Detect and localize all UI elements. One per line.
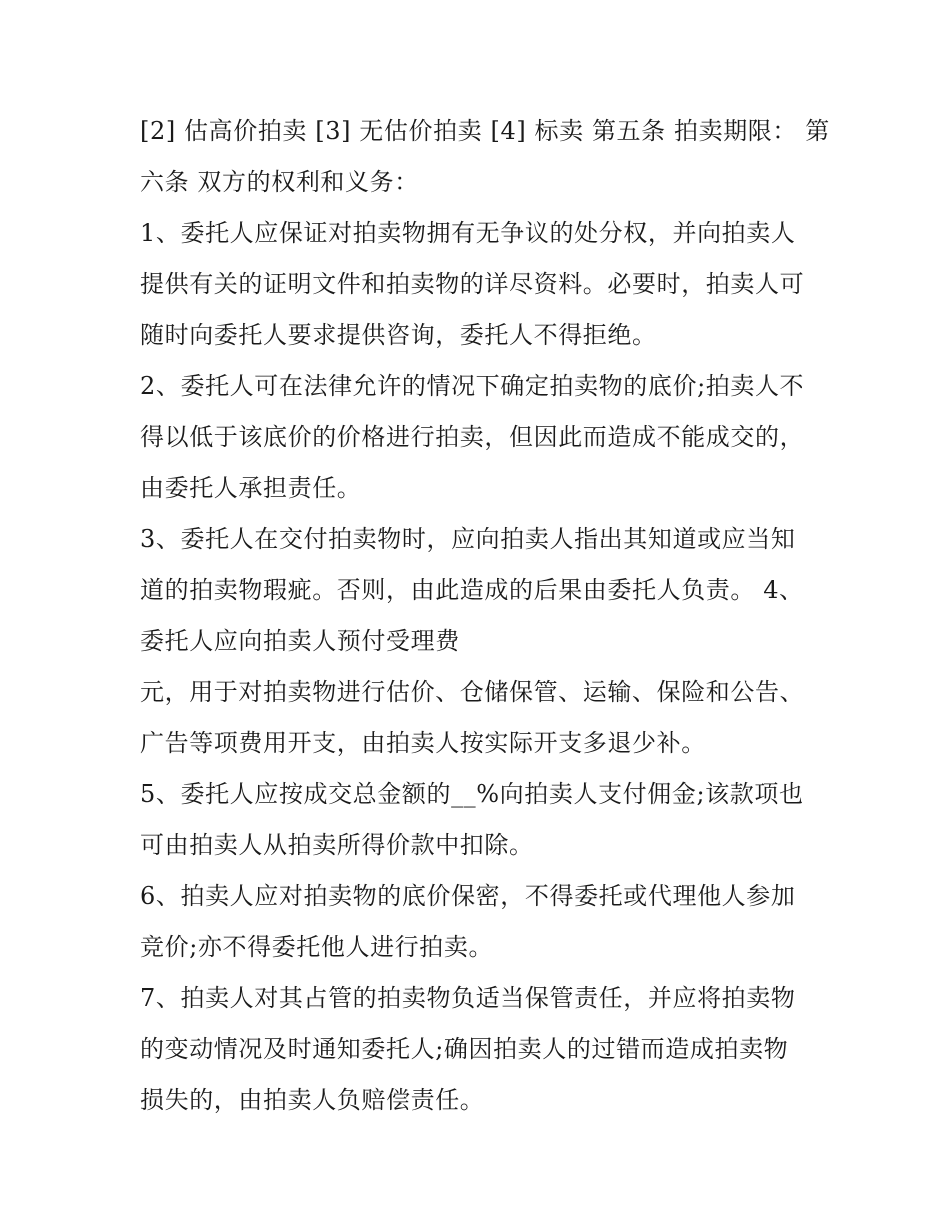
- text-line: 六条 双方的权利和义务：: [140, 168, 419, 196]
- text-line: 5、委托人应按成交总金额的__%向拍卖人支付佣金;该款项也: [140, 780, 804, 808]
- text-line: 损失的，由拍卖人负赔偿责任。: [140, 1086, 485, 1114]
- text-line: 7、拍卖人对其占管的拍卖物负适当保管责任，并应将拍卖物: [140, 984, 796, 1012]
- text-line: 1、委托人应保证对拍卖物拥有无争议的处分权，并向拍卖人: [140, 219, 796, 247]
- text-line: 竞价;亦不得委托他人进行拍卖。: [140, 933, 494, 961]
- document-body: [140, 106, 830, 1126]
- text-line: 的变动情况及时通知委托人;确因拍卖人的过错而造成拍卖物: [140, 1035, 789, 1063]
- text-line: 由委托人承担责任。: [140, 474, 362, 502]
- text-line: 2、委托人可在法律允许的情况下确定拍卖物的底价;拍卖人不: [140, 372, 805, 400]
- text-line: 元，用于对拍卖物进行估价、仓储保管、运输、保险和公告、: [140, 678, 805, 706]
- text-line: 随时向委托人要求提供咨询，委托人不得拒绝。: [140, 321, 657, 349]
- text-line: [2] 估高价拍卖 [3] 无估价拍卖 [4] 标卖 第五条 拍卖期限： 第: [140, 117, 830, 145]
- text-line: 委托人应向拍卖人预付受理费: [140, 627, 460, 655]
- text-line: 可由拍卖人从拍卖所得价款中扣除。: [140, 831, 534, 859]
- text-line: 3、委托人在交付拍卖物时，应向拍卖人指出其知道或应当知: [140, 525, 796, 553]
- text-line: 道的拍卖物瑕疵。否则，由此造成的后果由委托人负责。 4、: [140, 576, 804, 604]
- text-line: 广告等项费用开支，由拍卖人按实际开支多退少补。: [140, 729, 706, 757]
- text-line: 得以低于该底价的价格进行拍卖，但因此而造成不能成交的，: [140, 423, 805, 451]
- text-line: 6、拍卖人应对拍卖物的底价保密，不得委托或代理他人参加: [140, 882, 796, 910]
- text-line: 提供有关的证明文件和拍卖物的详尽资料。必要时，拍卖人可: [140, 270, 805, 298]
